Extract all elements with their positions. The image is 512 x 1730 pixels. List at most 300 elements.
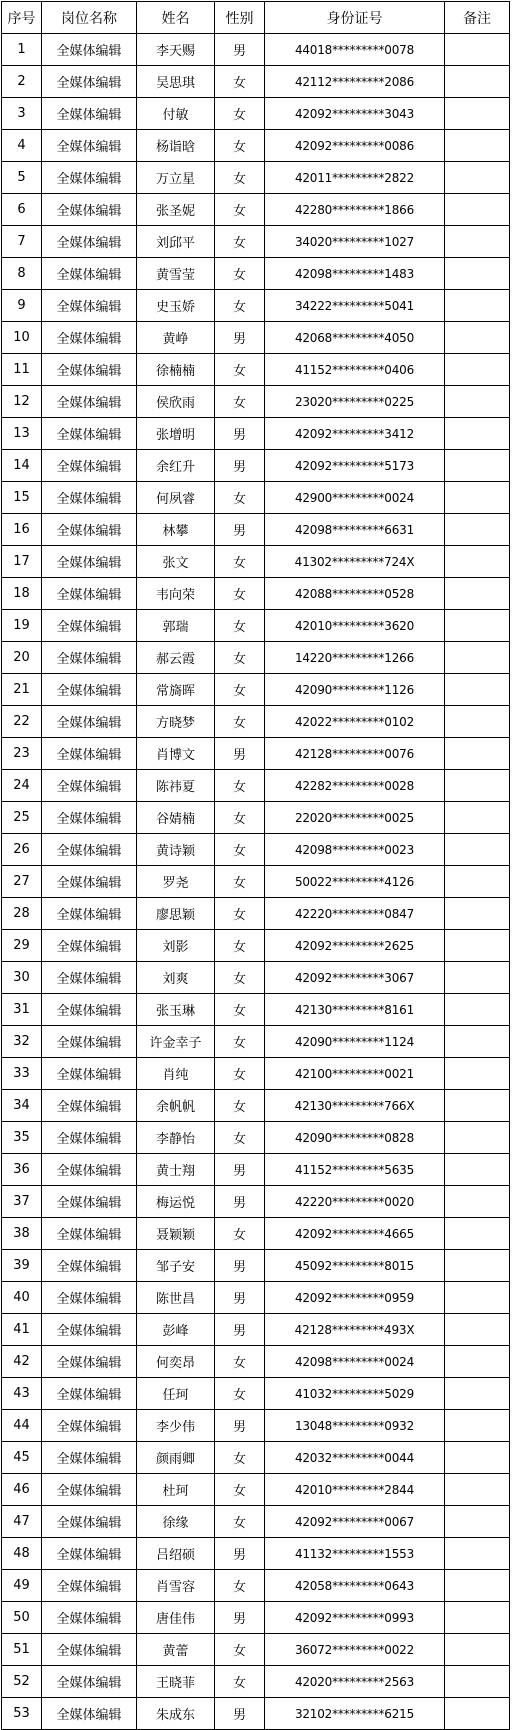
cell-index: 30 xyxy=(2,962,42,994)
cell-name: 付敏 xyxy=(137,98,215,130)
cell-position: 全媒体编辑 xyxy=(42,994,137,1026)
cell-name: 史玉娇 xyxy=(137,290,215,322)
cell-gender: 女 xyxy=(215,674,265,706)
cell-index: 40 xyxy=(2,1282,42,1314)
cell-index: 20 xyxy=(2,642,42,674)
cell-remarks xyxy=(445,770,510,802)
cell-name: 唐佳伟 xyxy=(137,1602,215,1634)
cell-name: 陈世昌 xyxy=(137,1282,215,1314)
cell-remarks xyxy=(445,1634,510,1666)
cell-index: 50 xyxy=(2,1602,42,1634)
cell-remarks xyxy=(445,1058,510,1090)
cell-id-number: 42010*********2844 xyxy=(265,1474,445,1506)
cell-gender: 女 xyxy=(215,162,265,194)
cell-id-number: 42098*********1483 xyxy=(265,258,445,290)
cell-remarks xyxy=(445,482,510,514)
cell-remarks xyxy=(445,194,510,226)
cell-index: 24 xyxy=(2,770,42,802)
cell-name: 颜雨卿 xyxy=(137,1442,215,1474)
cell-name: 肖雪容 xyxy=(137,1570,215,1602)
table-row xyxy=(2,770,510,802)
cell-remarks xyxy=(445,322,510,354)
cell-id-number: 42098*********0023 xyxy=(265,834,445,866)
table-row xyxy=(2,34,510,66)
cell-id-number: 42092*********0067 xyxy=(265,1506,445,1538)
cell-index: 38 xyxy=(2,1218,42,1250)
cell-id-number: 22020*********0025 xyxy=(265,802,445,834)
cell-remarks xyxy=(445,354,510,386)
cell-remarks xyxy=(445,546,510,578)
cell-index: 47 xyxy=(2,1506,42,1538)
cell-gender: 女 xyxy=(215,194,265,226)
cell-position: 全媒体编辑 xyxy=(42,98,137,130)
cell-name: 黄诗颖 xyxy=(137,834,215,866)
cell-gender: 男 xyxy=(215,514,265,546)
cell-gender: 女 xyxy=(215,482,265,514)
table-row xyxy=(2,1666,510,1698)
table-row xyxy=(2,1154,510,1186)
table-row xyxy=(2,898,510,930)
cell-gender: 男 xyxy=(215,1282,265,1314)
cell-name: 朱成东 xyxy=(137,1698,215,1730)
cell-id-number: 42128*********493X xyxy=(265,1314,445,1346)
cell-position: 全媒体编辑 xyxy=(42,1698,137,1730)
table-row xyxy=(2,226,510,258)
cell-name: 方晓梦 xyxy=(137,706,215,738)
cell-remarks xyxy=(445,706,510,738)
cell-position: 全媒体编辑 xyxy=(42,418,137,450)
cell-name: 王晓菲 xyxy=(137,1666,215,1698)
cell-name: 梅运悦 xyxy=(137,1186,215,1218)
table-row xyxy=(2,162,510,194)
cell-remarks xyxy=(445,98,510,130)
cell-index: 31 xyxy=(2,994,42,1026)
cell-gender: 女 xyxy=(215,706,265,738)
table-row xyxy=(2,482,510,514)
cell-remarks xyxy=(445,418,510,450)
cell-id-number: 42032*********0044 xyxy=(265,1442,445,1474)
cell-position: 全媒体编辑 xyxy=(42,1442,137,1474)
cell-name: 任珂 xyxy=(137,1378,215,1410)
cell-id-number: 42130*********766X xyxy=(265,1090,445,1122)
cell-id-number: 36072*********0022 xyxy=(265,1634,445,1666)
cell-id-number: 42900*********0024 xyxy=(265,482,445,514)
cell-gender: 女 xyxy=(215,130,265,162)
header-index: 序号 xyxy=(2,2,42,34)
cell-id-number: 42088*********0528 xyxy=(265,578,445,610)
table-row xyxy=(2,962,510,994)
cell-position: 全媒体编辑 xyxy=(42,1538,137,1570)
cell-gender: 女 xyxy=(215,354,265,386)
cell-position: 全媒体编辑 xyxy=(42,354,137,386)
cell-name: 陈祎夏 xyxy=(137,770,215,802)
cell-index: 42 xyxy=(2,1346,42,1378)
table-row xyxy=(2,1122,510,1154)
cell-gender: 女 xyxy=(215,642,265,674)
cell-name: 张文 xyxy=(137,546,215,578)
cell-index: 29 xyxy=(2,930,42,962)
cell-name: 黄峥 xyxy=(137,322,215,354)
cell-remarks xyxy=(445,1122,510,1154)
cell-name: 徐缘 xyxy=(137,1506,215,1538)
cell-name: 李天赐 xyxy=(137,34,215,66)
cell-id-number: 42128*********0076 xyxy=(265,738,445,770)
cell-id-number: 45092*********8015 xyxy=(265,1250,445,1282)
cell-remarks xyxy=(445,802,510,834)
header-remarks: 备注 xyxy=(445,2,510,34)
cell-remarks xyxy=(445,1250,510,1282)
table-row xyxy=(2,1474,510,1506)
table-row xyxy=(2,930,510,962)
cell-index: 8 xyxy=(2,258,42,290)
cell-index: 39 xyxy=(2,1250,42,1282)
cell-gender: 男 xyxy=(215,1410,265,1442)
cell-id-number: 41152*********5635 xyxy=(265,1154,445,1186)
cell-position: 全媒体编辑 xyxy=(42,194,137,226)
cell-name: 彭峰 xyxy=(137,1314,215,1346)
table-row xyxy=(2,386,510,418)
table-row xyxy=(2,354,510,386)
cell-remarks xyxy=(445,930,510,962)
cell-id-number: 42130*********8161 xyxy=(265,994,445,1026)
cell-gender: 女 xyxy=(215,1570,265,1602)
cell-remarks xyxy=(445,34,510,66)
cell-remarks xyxy=(445,450,510,482)
cell-gender: 女 xyxy=(215,226,265,258)
cell-gender: 女 xyxy=(215,866,265,898)
cell-id-number: 50022*********4126 xyxy=(265,866,445,898)
cell-index: 7 xyxy=(2,226,42,258)
cell-gender: 女 xyxy=(215,610,265,642)
cell-index: 10 xyxy=(2,322,42,354)
cell-gender: 男 xyxy=(215,1538,265,1570)
table-row xyxy=(2,802,510,834)
cell-id-number: 41132*********1553 xyxy=(265,1538,445,1570)
cell-index: 1 xyxy=(2,34,42,66)
cell-name: 何奕昂 xyxy=(137,1346,215,1378)
cell-remarks xyxy=(445,1314,510,1346)
cell-remarks xyxy=(445,1218,510,1250)
cell-name: 廖思颖 xyxy=(137,898,215,930)
cell-index: 28 xyxy=(2,898,42,930)
cell-gender: 女 xyxy=(215,994,265,1026)
cell-index: 26 xyxy=(2,834,42,866)
table-row xyxy=(2,578,510,610)
cell-remarks xyxy=(445,1506,510,1538)
cell-remarks xyxy=(445,1442,510,1474)
cell-name: 肖纯 xyxy=(137,1058,215,1090)
cell-index: 14 xyxy=(2,450,42,482)
cell-id-number: 34222*********5041 xyxy=(265,290,445,322)
cell-remarks xyxy=(445,258,510,290)
header-row xyxy=(2,2,510,34)
cell-name: 杨诣晗 xyxy=(137,130,215,162)
table-row xyxy=(2,418,510,450)
cell-index: 17 xyxy=(2,546,42,578)
table-row xyxy=(2,1058,510,1090)
table-row xyxy=(2,1442,510,1474)
cell-name: 刘邱平 xyxy=(137,226,215,258)
cell-remarks xyxy=(445,1090,510,1122)
cell-name: 谷婧楠 xyxy=(137,802,215,834)
cell-remarks xyxy=(445,1346,510,1378)
cell-index: 11 xyxy=(2,354,42,386)
cell-index: 23 xyxy=(2,738,42,770)
cell-position: 全媒体编辑 xyxy=(42,1634,137,1666)
cell-gender: 女 xyxy=(215,1506,265,1538)
cell-name: 邹子安 xyxy=(137,1250,215,1282)
cell-index: 46 xyxy=(2,1474,42,1506)
table-row xyxy=(2,1378,510,1410)
cell-position: 全媒体编辑 xyxy=(42,610,137,642)
cell-position: 全媒体编辑 xyxy=(42,322,137,354)
cell-position: 全媒体编辑 xyxy=(42,930,137,962)
cell-id-number: 42058*********0643 xyxy=(265,1570,445,1602)
cell-gender: 男 xyxy=(215,1314,265,1346)
cell-index: 37 xyxy=(2,1186,42,1218)
cell-remarks xyxy=(445,610,510,642)
cell-index: 15 xyxy=(2,482,42,514)
cell-name: 徐楠楠 xyxy=(137,354,215,386)
cell-id-number: 41302*********724X xyxy=(265,546,445,578)
cell-id-number: 42092*********2625 xyxy=(265,930,445,962)
table-row xyxy=(2,258,510,290)
table-row xyxy=(2,66,510,98)
cell-position: 全媒体编辑 xyxy=(42,578,137,610)
cell-position: 全媒体编辑 xyxy=(42,866,137,898)
cell-position: 全媒体编辑 xyxy=(42,1122,137,1154)
cell-index: 9 xyxy=(2,290,42,322)
cell-position: 全媒体编辑 xyxy=(42,738,137,770)
cell-id-number: 42282*********0028 xyxy=(265,770,445,802)
cell-id-number: 42112*********2086 xyxy=(265,66,445,98)
cell-position: 全媒体编辑 xyxy=(42,1506,137,1538)
cell-remarks xyxy=(445,642,510,674)
table-row xyxy=(2,1570,510,1602)
cell-id-number: 42092*********0993 xyxy=(265,1602,445,1634)
header-position: 岗位名称 xyxy=(42,2,137,34)
cell-position: 全媒体编辑 xyxy=(42,706,137,738)
cell-id-number: 32102*********6215 xyxy=(265,1698,445,1730)
cell-id-number: 42068*********4050 xyxy=(265,322,445,354)
cell-remarks xyxy=(445,1538,510,1570)
cell-id-number: 42220*********0020 xyxy=(265,1186,445,1218)
cell-gender: 男 xyxy=(215,738,265,770)
cell-gender: 男 xyxy=(215,1250,265,1282)
cell-gender: 男 xyxy=(215,1186,265,1218)
cell-position: 全媒体编辑 xyxy=(42,450,137,482)
header-gender: 性别 xyxy=(215,2,265,34)
cell-remarks xyxy=(445,898,510,930)
table-body xyxy=(2,34,510,1730)
cell-position: 全媒体编辑 xyxy=(42,162,137,194)
cell-index: 4 xyxy=(2,130,42,162)
cell-position: 全媒体编辑 xyxy=(42,1378,137,1410)
cell-position: 全媒体编辑 xyxy=(42,226,137,258)
cell-index: 51 xyxy=(2,1634,42,1666)
cell-position: 全媒体编辑 xyxy=(42,1666,137,1698)
cell-id-number: 42092*********4665 xyxy=(265,1218,445,1250)
cell-index: 34 xyxy=(2,1090,42,1122)
cell-position: 全媒体编辑 xyxy=(42,482,137,514)
table-row xyxy=(2,1026,510,1058)
cell-position: 全媒体编辑 xyxy=(42,290,137,322)
cell-name: 郝云霞 xyxy=(137,642,215,674)
cell-index: 33 xyxy=(2,1058,42,1090)
cell-position: 全媒体编辑 xyxy=(42,674,137,706)
cell-name: 黄蕾 xyxy=(137,1634,215,1666)
cell-id-number: 42100*********0021 xyxy=(265,1058,445,1090)
cell-id-number: 42011*********2822 xyxy=(265,162,445,194)
table-row xyxy=(2,130,510,162)
cell-position: 全媒体编辑 xyxy=(42,1410,137,1442)
cell-id-number: 42090*********0828 xyxy=(265,1122,445,1154)
cell-position: 全媒体编辑 xyxy=(42,386,137,418)
cell-id-number: 42092*********5173 xyxy=(265,450,445,482)
table-row xyxy=(2,706,510,738)
cell-index: 2 xyxy=(2,66,42,98)
cell-gender: 男 xyxy=(215,450,265,482)
cell-gender: 女 xyxy=(215,1346,265,1378)
cell-index: 25 xyxy=(2,802,42,834)
cell-index: 22 xyxy=(2,706,42,738)
table-row xyxy=(2,642,510,674)
cell-gender: 女 xyxy=(215,546,265,578)
cell-gender: 女 xyxy=(215,386,265,418)
cell-position: 全媒体编辑 xyxy=(42,1026,137,1058)
cell-remarks xyxy=(445,738,510,770)
cell-remarks xyxy=(445,290,510,322)
cell-name: 郭瑞 xyxy=(137,610,215,642)
cell-position: 全媒体编辑 xyxy=(42,898,137,930)
cell-index: 18 xyxy=(2,578,42,610)
cell-gender: 女 xyxy=(215,1122,265,1154)
table-row xyxy=(2,1186,510,1218)
cell-remarks xyxy=(445,578,510,610)
cell-gender: 女 xyxy=(215,290,265,322)
cell-name: 李少伟 xyxy=(137,1410,215,1442)
cell-position: 全媒体编辑 xyxy=(42,1570,137,1602)
cell-position: 全媒体编辑 xyxy=(42,1186,137,1218)
cell-id-number: 42092*********3043 xyxy=(265,98,445,130)
cell-name: 万立星 xyxy=(137,162,215,194)
table-row xyxy=(2,1506,510,1538)
cell-position: 全媒体编辑 xyxy=(42,802,137,834)
cell-remarks xyxy=(445,1282,510,1314)
cell-id-number: 42092*********0086 xyxy=(265,130,445,162)
cell-name: 肖博文 xyxy=(137,738,215,770)
cell-name: 余帆帆 xyxy=(137,1090,215,1122)
table-row xyxy=(2,738,510,770)
cell-remarks xyxy=(445,226,510,258)
cell-remarks xyxy=(445,834,510,866)
cell-index: 45 xyxy=(2,1442,42,1474)
cell-gender: 女 xyxy=(215,1666,265,1698)
cell-name: 余红升 xyxy=(137,450,215,482)
cell-remarks xyxy=(445,1698,510,1730)
cell-index: 3 xyxy=(2,98,42,130)
roster-table xyxy=(1,1,510,1730)
cell-index: 35 xyxy=(2,1122,42,1154)
cell-id-number: 42092*********3412 xyxy=(265,418,445,450)
cell-gender: 女 xyxy=(215,898,265,930)
cell-id-number: 41152*********0406 xyxy=(265,354,445,386)
cell-position: 全媒体编辑 xyxy=(42,1346,137,1378)
cell-remarks xyxy=(445,514,510,546)
cell-id-number: 42020*********2563 xyxy=(265,1666,445,1698)
cell-remarks xyxy=(445,1410,510,1442)
cell-name: 黄士翔 xyxy=(137,1154,215,1186)
table-row xyxy=(2,1090,510,1122)
cell-index: 41 xyxy=(2,1314,42,1346)
cell-index: 48 xyxy=(2,1538,42,1570)
cell-position: 全媒体编辑 xyxy=(42,34,137,66)
cell-remarks xyxy=(445,674,510,706)
cell-name: 张玉琳 xyxy=(137,994,215,1026)
cell-position: 全媒体编辑 xyxy=(42,514,137,546)
table-row xyxy=(2,1634,510,1666)
table-row xyxy=(2,994,510,1026)
cell-index: 6 xyxy=(2,194,42,226)
cell-index: 12 xyxy=(2,386,42,418)
table-row xyxy=(2,1346,510,1378)
cell-position: 全媒体编辑 xyxy=(42,130,137,162)
table-row xyxy=(2,1218,510,1250)
cell-gender: 男 xyxy=(215,418,265,450)
cell-remarks xyxy=(445,1026,510,1058)
cell-name: 聂颖颖 xyxy=(137,1218,215,1250)
cell-id-number: 42280*********1866 xyxy=(265,194,445,226)
cell-remarks xyxy=(445,1570,510,1602)
cell-position: 全媒体编辑 xyxy=(42,834,137,866)
cell-position: 全媒体编辑 xyxy=(42,1314,137,1346)
cell-remarks xyxy=(445,1666,510,1698)
cell-gender: 女 xyxy=(215,1218,265,1250)
header-name: 姓名 xyxy=(137,2,215,34)
cell-gender: 男 xyxy=(215,1154,265,1186)
cell-remarks xyxy=(445,962,510,994)
cell-gender: 女 xyxy=(215,834,265,866)
cell-remarks xyxy=(445,866,510,898)
cell-remarks xyxy=(445,1378,510,1410)
cell-position: 全媒体编辑 xyxy=(42,1154,137,1186)
table-row xyxy=(2,194,510,226)
cell-name: 常旖晖 xyxy=(137,674,215,706)
cell-name: 林攀 xyxy=(137,514,215,546)
cell-id-number: 41032*********5029 xyxy=(265,1378,445,1410)
cell-position: 全媒体编辑 xyxy=(42,1250,137,1282)
cell-id-number: 42092*********0959 xyxy=(265,1282,445,1314)
cell-id-number: 42090*********1124 xyxy=(265,1026,445,1058)
cell-name: 李静怡 xyxy=(137,1122,215,1154)
table-row xyxy=(2,834,510,866)
cell-name: 刘爽 xyxy=(137,962,215,994)
cell-id-number: 13048*********0932 xyxy=(265,1410,445,1442)
cell-index: 16 xyxy=(2,514,42,546)
cell-name: 吕绍硕 xyxy=(137,1538,215,1570)
cell-name: 何夙睿 xyxy=(137,482,215,514)
cell-index: 5 xyxy=(2,162,42,194)
cell-id-number: 42098*********6631 xyxy=(265,514,445,546)
table-row xyxy=(2,1538,510,1570)
cell-index: 52 xyxy=(2,1666,42,1698)
cell-name: 韦向荣 xyxy=(137,578,215,610)
cell-position: 全媒体编辑 xyxy=(42,770,137,802)
cell-position: 全媒体编辑 xyxy=(42,1090,137,1122)
cell-gender: 女 xyxy=(215,1090,265,1122)
table-row xyxy=(2,546,510,578)
cell-id-number: 42220*********0847 xyxy=(265,898,445,930)
